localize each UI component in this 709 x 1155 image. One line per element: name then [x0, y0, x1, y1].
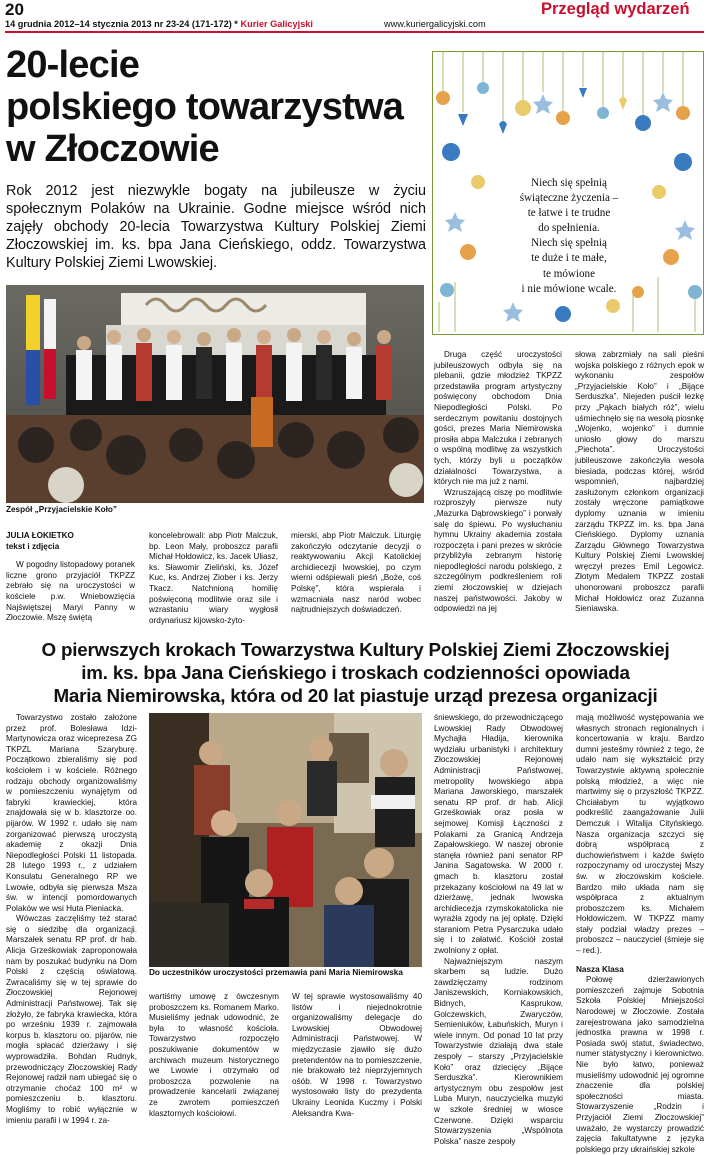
choir-photo-image — [6, 285, 424, 503]
paper-name: Kurier Galicyjski — [240, 19, 313, 29]
paragraph: mają możliwość występowania we własnych stronach regionalnych i koncertowania w kraju. Bardzo dumni jesteśmy również z tego, że udało nam się wykształcić przy Towarzystwie aktywną społecznie polską młodzież, a więc nie martwimy się o przyszłość TKPZZ. Chciałabym tu wyjątkowo podkreślić zaangażowanie Julii Demczuk i Witalija Cityńskiego. Nasza organizacja szczyci się dobrą współpracą z duchowieństwem i każde święto rozpoczynamy od uroczystej Mszy św. w złoczowskim kościele. Bardzo miło układa nam się współpraca z aktualnym proboszczem ks. Michałem Hołdowiczem. W TKPZZ mamy stały podział władzy prezes – proboszcz – nauczyciel (śmieje się – red.). — [576, 713, 704, 956]
christmas-greeting-card — [432, 51, 704, 335]
headline-line: polskiego towarzystwa — [6, 86, 404, 128]
greeting-poem — [501, 176, 637, 297]
headline-line: im. ks. bpa Jana Cieńskiego i troskach codzienności opowiada — [81, 662, 630, 683]
page-number: 20 — [5, 0, 24, 19]
paragraph: W tej sprawie wystosowaliśmy 40 listów i niejednokrotnie organizowaliśmy delegacje do Lwowskiej Obwodowej Administracji Państwowej. W międzyczasie zjawiło się dużo pretendentów na to pomieszczenie, nie brakowało też nieprzyjemnych ośób. W 1998 r. Towarzystwo wystosowało listy do prezydenta Ukrainy Leonida Kuczmy i Polski Aleksandra Kwa- — [292, 992, 422, 1118]
article2-column-3 — [292, 992, 422, 1118]
poem-line: te łatwe i te trudne — [527, 207, 611, 220]
headline-line: 20-lecie — [6, 44, 140, 86]
photo2-caption: Do uczestników uroczystości przemawia pani Maria Niemirowska — [149, 968, 403, 977]
article2-column-5 — [576, 713, 704, 1154]
paragraph: Wzruszającą ciszę po modlitwie rozproszyły pierwsze nuty „Mazurka Dąbrowskiego” i porwały salę do śpiewu. Po wysłuchaniu hymnu Ukrainy akademia została rozpoczęta i pani prezes w skrócie przybliżyła zebranym historię niepodległości narodu polskiego, z szczególnym podkreśleniem roli ziemi złoczowskiej w dziejach naszej państwowości. Jakoby w odpowiedzi na jej — [434, 487, 562, 614]
paragraph: mierski, abp Piotr Malczuk. Liturgię zakończyło odczytanie decyzji o reaktywowaniu Akcji Katolickiej archidiecezji lwowskiej, po czym wierni odśpiewali pieśń „Boże, coś Polskę”, która wspierała i wzmacniała nasz naród wobec najtrudniejszych doświadczeń. — [291, 531, 421, 615]
issue-line — [5, 19, 313, 29]
headline-line: O pierwszych krokach Towarzystwa Kultury Polskiej Ziemi Złoczowskiej — [41, 639, 670, 660]
article2-headline — [7, 638, 704, 707]
photo1-caption: Zespół „Przyjacielskie Koło” — [6, 505, 118, 514]
headline-line: Maria Niemirowska, która od 20 lat piastuje urząd prezesa organizacji — [53, 685, 658, 706]
article1-column-3 — [291, 531, 421, 631]
paragraph: wartiśmy umowę z ówczesnym proboszczem ks. Romanem Marko. Musieliśmy jednak udowodnić, że była to własność kościoła. Towarzystwo rozpoczęło poszukiwanie dokumentów w archiwach muzeum historycznego we Lwowie i otrzymało od proboszcza pozwolenie na prowadzenie kancelarii związanej ze zwrotem pomieszczeń klasztornych kościołowi. — [149, 992, 279, 1118]
poem-line: Niech się spełnią — [531, 177, 607, 189]
author-name: JULIA ŁOKIETKO — [6, 531, 74, 540]
article1-column-4 — [434, 350, 562, 632]
choir-photo — [6, 285, 424, 503]
article1-headline — [6, 44, 426, 170]
article1-column-5 — [575, 350, 704, 632]
paragraph: śniewskiego, do przewodniczącego Lwowskiej Rady Obwodowej Mychajła Hładija, kierownika wydziału urbanistyki i architektury Złoczowskiej Rejonowej Administracji Państwowej, metropolity lwowskiego abpa Mariana Jaworskiego, marszałek senatu RP prof. dr hab. Alicji Grześkowiak oraz posła w sejmowej Komisji Łączności z Polakami za Granicą Andrzeja Zapałowskiego. W naszej obronie stanęła również pani senator RP Janina Sagatowska. W 2000 r. gmach b. klasztoru został przekazany kościołowi na 49 lat w dzierżawę, jednak lwowska archidiecezja rzymskokatolicka nie wyrażła zgody na jej opłatę. Dzięki staraniom Petra Pysarczuka udało się i to załatwić. Kościół został zwolniony z opłat. — [434, 713, 563, 956]
website-link[interactable]: www.kuriergalicyjski.com — [384, 19, 486, 29]
article1-column-1 — [6, 531, 135, 631]
poem-line: Niech się spełnią — [531, 237, 607, 250]
speech-photo-image — [149, 713, 422, 967]
paragraph: W pogodny listopadowy poranek liczne grono przyjaciół TKPZZ zebrało się na uroczystości w kościele p.w. Wniebowzięcia Najświętszej Maryi Panny w Złoczowie. Mszę świętą — [6, 560, 135, 623]
section-title: Przegląd wydarzeń — [541, 0, 690, 18]
paragraph: Wówczas zaczęliśmy też starać się o siedzibę dla organizacji. Marszałek senatu RP prof. dr hab. Alicja Grześkowiak zaproponowała nam by poszukać budynku na Dom Polski z częścią oświatową. Zwracaliśmy się w tej sprawie do Złoczowskiej Rejonowej Administracji Państwowej. Tak się złożyło, że fabryka krawiecka, która po wrześniu 1939 r. zajmowała korpus b. klasztoru oo. pijarów, nie mogła spłacać dzierżawy i się wyprowadziła. Bohdan Rudnyk, przewodniczący Złoczowskiej Rady Rejonowej radził nam ubiegać się o otrzymanie choćaż 100 m² w pomieszczeniu b. klasztoru. Mogliśmy to robić wyłącznie w imieniu parafii i w 1994 r. za- — [6, 914, 137, 1125]
issue-date: 14 grudnia 2012–14 stycznia 2013 nr 23-24 (171-172) * — [5, 19, 238, 29]
poem-line: i nie mówione wcale. — [521, 282, 617, 295]
paragraph: słowa zabrzmiały na sali pieśni wojska polskiego z różnych epok w wykonaniu zespołów „Przyjacielskie Koło” i „Bijące Serduszka”. Niejeden puścił łezkę przy „Pąkach białych róż”, wielu uśmiechnęło się na wesołą piosnkę „Wojenko, wojenko” i dumnie uniosło głowy do marszu „Piechota”. Uroczystości jubileuszowe zakończyła wesoła biesiada, podczas której, wśród wspomnień, najbardziej zasłużonym członkom organizacji zostały wręczone pamiątkowe dyplomy uznania w imieniu zarządu TKPZZ im. ks. bpa Jana Cieńskiego. Dyplomy uznania Zarządu Głównego Towarzystwa Kultury Polskiej Ziemi Lwowskiej wręczył prezes Emil Legowicz. Złotym Medalem TKPZZ zostali uhonorowani proboszcz parafii Michał Hołdowicz oraz Zuzanna Sieniawska. — [575, 350, 704, 614]
speech-photo — [149, 713, 422, 967]
paragraph: Towarzystwo zostało założone przez prof. Bolesława Idzi-Martynowicza oraz wiceprezesa ZG TKPZL Mariana Szaryburę. Początkowo zbieraliśmy się pod kościołem i w kościele. Różnego rodzaju obchody organizowaliśmy w pomieszczeniu wynajętym od fabryki krawieckiej, która znajdowała się w b. klasztorze oo. pijarów. W 1992 r. udało się nam zorganizować pierwszą uroczystą akademię z okazji Dnia Niepodległości Polski 11 listopada. 28 lutego 1993 r., z udziałem Konsulatu Generalnego RP we Lwowie, odbyła się pierwsza Msza św. w intencji pomordowanych Polaków we wsi Huta Pieniacka. — [6, 713, 137, 913]
headline-line: w Złoczowie — [6, 128, 219, 170]
subheading: Nasza Klasa — [576, 964, 624, 974]
paragraph: Najważniejszym naszym skarbem są ludzie. Dużo zawdzięczamy rodzinom Janiszewskich, Korniakowskich, Bidnych, Kasprukow, Golczewskich, Zwaryczów, Semieniuków, Łabuńskich, Muryn i wiele innym. Od ponad 10 lat przy Towarzystwie działają dwa stałe zespoły – starszy „Przyjacielskie Koło” oraz dziecięcy „Bijące Serduszka”. Kierownikiem artystycznym obu zespołów jest Luba Muryn, nauczycielka muzyki w szkole średniej w wiosce Czerwone. Dzięki wsparciu Stowarzyszenia „Wspólnota Polska” nasze zespoły — [434, 956, 563, 1146]
header-rule — [5, 31, 704, 33]
article1-lead: Rok 2012 jest niezwykle bogaty na jubileusze w życiu społecznym Polaków na Ukrainie. Godne miejsce wśród nich zajęły obchody 20-lecia Towarzystwa Kultury Polskiej Ziemi Złoczowskiej im. ks. bpa Jana Cieńskiego, oddz. Towarzystwa Kultury Polskiej Ziemi Lwowskiej. — [6, 183, 426, 271]
paragraph: koncelebrowali: abp Piotr Malczuk, bp. Leon Mały, proboszcz parafii Michał Hołdowicz, ks. Jacek Uliasz, ks. Sławomir Zieliński, ks. Józef Kuc, ks. Andrzej Ziober i ks. Jerzy Tkacz. Natchnioną homilię poświęconą modlitwie oraz sile i wzrastaniu wiary wygłosił ordynariusz kijowsko-żyto- — [149, 531, 278, 625]
article2-column-4 — [434, 713, 563, 1146]
article2-column-1 — [6, 713, 137, 1125]
poem-line: te mówione — [542, 267, 596, 280]
author-role: tekst i zdjęcia — [6, 541, 60, 551]
article2-column-2 — [149, 992, 279, 1118]
article1-column-2 — [149, 531, 278, 631]
poem-line: świąteczne życzenia – — [519, 192, 619, 205]
poem-line: te duże i te małe, — [531, 252, 607, 265]
paragraph: Połowę dzierżawionych pomieszczeń zajmuje Sobotnia Szkoła Polskiej Mniejszości Narodowej w Złoczowie. Została zarejestrowana jako samodzielna jednostka prawna w 1998 r. Posiada swój statut, świadectwo, numer statystyczny i kierownictwo. Nie było łatwo, ponieważ musieliśmy udowodnić jej ogromne znaczenie dla polskiej społeczności miasta. Stowarzyszenie „Rodzin i Przyjaciół Ziemi Złoczowskiej” uważało, że wystarczy prowadzić zajęcia fakultatywne z języka polskiego przy ukraińskiej szkole — [576, 975, 704, 1154]
paragraph: Druga część uroczystości jubileuszowych odbyła się na plebanii, gdzie młodzież TKPZZ przedstawiła program artystyczny poświęcony obchodom Dnia Niepodległości Polski. Po serdecznym powitaniu dostojnych gości, prezes Maria Niemirowska prosiła abpa Malczuka i zebranych o wspólną modlitwę za wszystkich tych, którzy byli u początków działalności Towarzystwa, a których nie ma już z nami. — [434, 350, 562, 487]
poem-line: do spełnienia. — [538, 222, 600, 235]
